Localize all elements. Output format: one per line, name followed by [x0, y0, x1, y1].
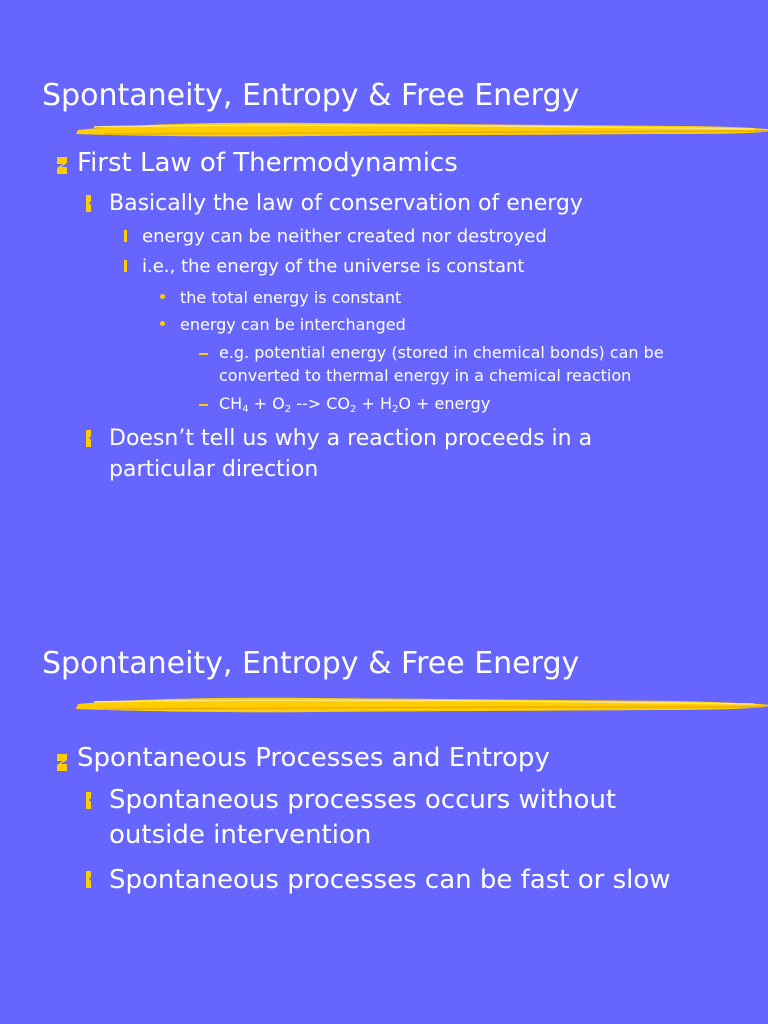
zigzag-bullet-icon	[57, 754, 67, 771]
dash-bullet-icon	[199, 404, 208, 406]
slide-2	[0, 512, 768, 1024]
thin-bullet-icon	[124, 260, 127, 272]
bar-bullet-icon	[86, 430, 91, 447]
chemical-equation	[219, 392, 490, 421]
heading-first-law: First Law of Thermodynamics	[77, 148, 458, 178]
eq-plus-o: + O	[248, 394, 285, 413]
eq-arrow-co: --> CO	[291, 394, 351, 413]
heading-spontaneous-processes: Spontaneous Processes and Entropy	[77, 743, 550, 773]
item-without-intervention-line-1: Spontaneous processes occurs without	[109, 785, 617, 815]
zigzag-bullet-icon	[57, 157, 67, 174]
eq-sub-h2: 2	[392, 404, 399, 415]
dot-bullet-icon	[160, 294, 165, 299]
dot-item-2: energy can be interchanged	[180, 315, 406, 334]
bar-bullet-icon	[86, 195, 91, 212]
sub-sub-item-2: i.e., the energy of the universe is constant	[142, 256, 525, 277]
item-without-intervention-line-2: outside intervention	[109, 820, 372, 850]
dot-item-1: the total energy is constant	[180, 288, 402, 307]
dash-bullet-icon	[199, 353, 208, 355]
slide-title: Spontaneity, Entropy & Free Energy	[42, 78, 580, 113]
sub-item-direction-line-2: particular direction	[109, 457, 319, 482]
eq-ch: CH	[219, 394, 243, 413]
eq-plus-h: + H	[356, 394, 392, 413]
slide-title: Spontaneity, Entropy & Free Energy	[42, 646, 580, 681]
bar-bullet-icon	[86, 792, 91, 809]
bar-bullet-icon	[86, 871, 91, 888]
eq-sub-o2: 2	[284, 404, 292, 415]
title-underline-brush	[74, 692, 768, 718]
item-fast-or-slow: Spontaneous processes can be fast or slow	[109, 865, 671, 895]
thin-bullet-icon	[124, 230, 127, 242]
title-underline-brush	[74, 116, 768, 142]
dash-item-line-2: converted to thermal energy in a chemical reaction	[219, 366, 632, 385]
sub-item-conservation: Basically the law of conservation of energy	[109, 191, 583, 216]
dash-item-line-1: e.g. potential energy (stored in chemical bonds) can be	[219, 343, 664, 362]
sub-item-direction-line-1: Doesn’t tell us why a reaction proceeds in a	[109, 426, 593, 451]
eq-sub-4: 4	[242, 404, 249, 415]
dot-bullet-icon	[160, 321, 165, 326]
eq-sub-co2: 2	[350, 404, 357, 415]
sub-sub-item-1: energy can be neither created nor destroyed	[142, 226, 547, 247]
eq-rest: O + energy	[398, 394, 491, 413]
